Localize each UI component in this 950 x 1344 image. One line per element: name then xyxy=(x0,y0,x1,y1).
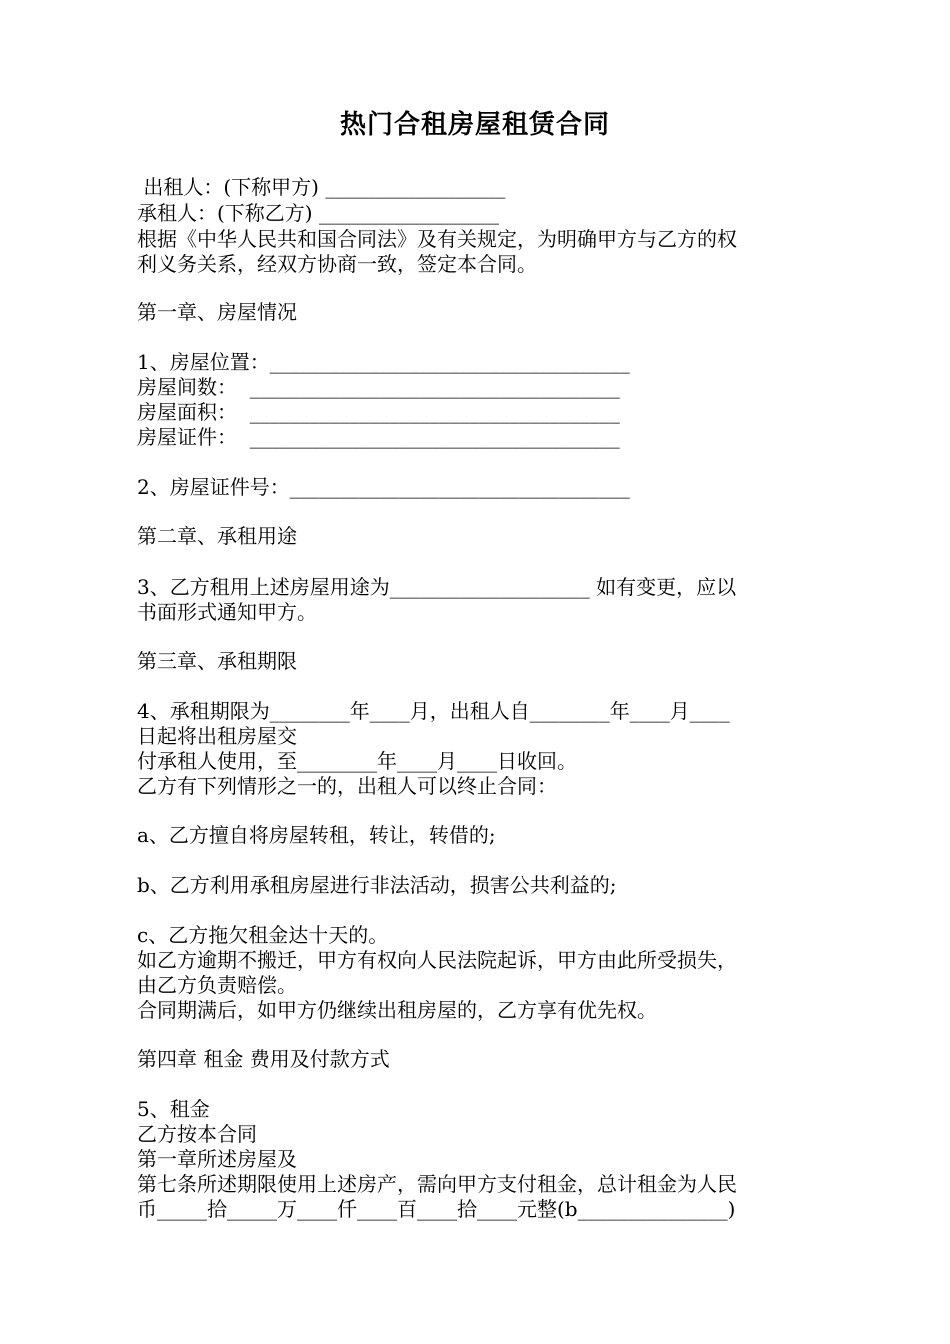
rent-line-3: 第七条所述期限使用上述房产，需向甲方支付租金，总计租金为人民 xyxy=(137,1172,737,1196)
document-title: 热门合租房屋租赁合同 xyxy=(339,110,610,140)
term-line-3: 付承租人使用，至________年____月____日收回。 xyxy=(137,749,577,773)
rent-line-1: 乙方按本合同 xyxy=(137,1122,257,1146)
preamble-line-2: 利义务关系，经双方协商一致，签定本合同。 xyxy=(137,252,537,276)
usage-line-2: 书面形式通知甲方。 xyxy=(137,600,317,624)
preamble-line-1: 根据《中华人民共和国合同法》及有关规定，为明确甲方与乙方的权 xyxy=(137,227,737,251)
usage-line-1: 3、乙方租用上述房屋用途为____________________ 如有变更，应以 xyxy=(137,575,737,599)
room-count-line: 房屋间数： _____________________________________ xyxy=(137,375,620,399)
certificate-number-line: 2、房屋证件号：__________________________________ xyxy=(137,475,630,499)
house-location-line: 1、房屋位置：____________________________________ xyxy=(137,350,630,374)
lessor-line: 出租人：(下称甲方) __________________ xyxy=(137,175,506,199)
rent-line-4: 币_____拾_____万____仟____百____拾____元整(b_______________) xyxy=(137,1197,736,1221)
chapter-2-heading: 第二章、承租用途 xyxy=(137,524,297,548)
chapter-3-heading: 第三章、承租期限 xyxy=(137,649,297,673)
termination-item-c: c、乙方拖欠租金达十天的。 xyxy=(137,923,389,947)
overdue-line-2: 由乙方负责赔偿。 xyxy=(137,973,297,997)
termination-item-b: b、乙方利用承租房屋进行非法活动，损害公共利益的; xyxy=(137,873,617,897)
termination-intro-line: 乙方有下列情形之一的，出租人可以终止合同： xyxy=(137,774,557,798)
house-certificate-line: 房屋证件： _____________________________________ xyxy=(137,425,620,449)
chapter-4-heading: 第四章 租金 费用及付款方式 xyxy=(137,1047,390,1071)
house-area-line: 房屋面积： _____________________________________ xyxy=(137,400,620,424)
rent-line-2: 第一章所述房屋及 xyxy=(137,1147,297,1171)
chapter-1-heading: 第一章、房屋情况 xyxy=(137,300,297,324)
priority-line: 合同期满后，如甲方仍继续出租房屋的，乙方享有优先权。 xyxy=(137,998,657,1022)
lessee-line: 承租人：(下称乙方) __________________ xyxy=(137,201,499,225)
overdue-line-1: 如乙方逾期不搬迁，甲方有权向人民法院起诉，甲方由此所受损失， xyxy=(137,948,737,972)
termination-item-a: a、乙方擅自将房屋转租，转让，转借的; xyxy=(137,823,496,847)
rent-heading: 5、租金 xyxy=(137,1097,210,1121)
term-line-2: 日起将出租房屋交 xyxy=(137,724,297,748)
term-line-1: 4、承租期限为________年____月，出租人自________年____月____ xyxy=(137,699,730,723)
